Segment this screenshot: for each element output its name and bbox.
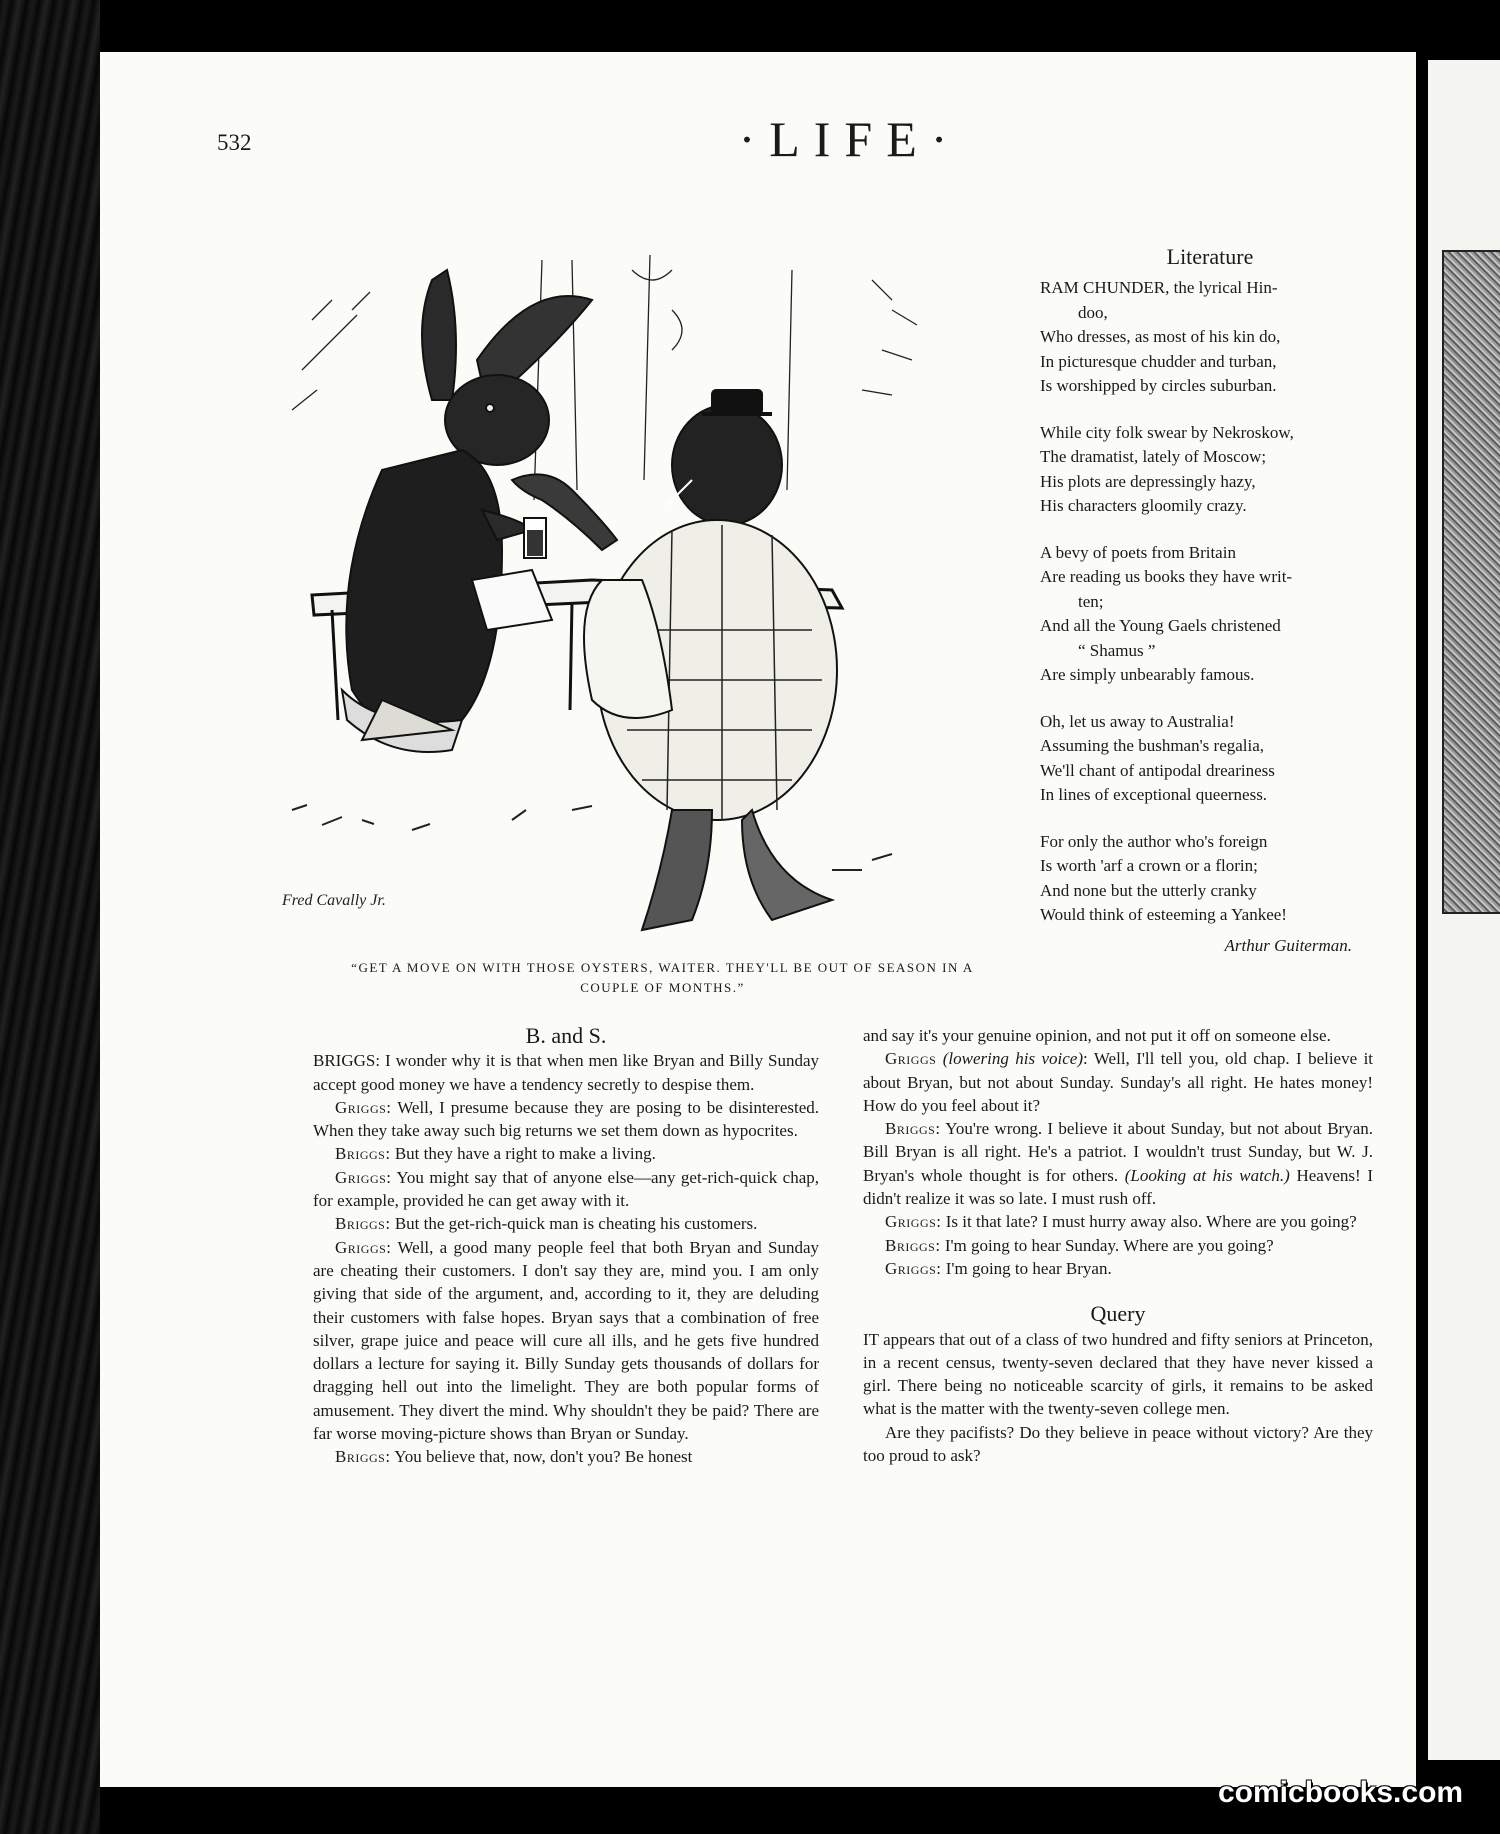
dialogue-text: Is it that late? I must hurry away also. Where are you going?	[945, 1212, 1357, 1232]
poem-stanza	[1040, 541, 1380, 688]
speaker-label: Briggs:	[335, 1144, 391, 1164]
speaker-label: Griggs:	[335, 1237, 392, 1257]
illustration-caption: “GET A MOVE ON WITH THOSE OYSTERS, WAITER. THEY'LL BE OUT OF SEASON IN A COUPLE OF MONTHS.”	[351, 960, 974, 995]
dialogue-text: But they have a right to make a living.	[394, 1144, 656, 1164]
dialogue-paragraph	[313, 1445, 819, 1468]
dialogue-paragraph	[313, 1142, 819, 1165]
dialogue-paragraph	[313, 1236, 819, 1446]
dialogue-paragraph	[863, 1210, 1373, 1233]
adjacent-page-fragment	[1428, 60, 1500, 1760]
dialogue-text: You're wrong. I believe it about Sunday, but not about Bryan. Bill Bryan is all right. He's a patriot. I wouldn't trust Sunday, but W. J. Bryan's whole thought is for others.	[863, 1119, 1373, 1185]
speaker-label: Griggs:	[335, 1167, 392, 1187]
dialogue-text: But the get-rich-quick man is cheating his customers.	[394, 1214, 758, 1234]
poem-line: Is worshipped by circles suburban.	[1040, 376, 1277, 395]
dialogue-paragraph	[863, 1047, 1373, 1117]
dialogue-paragraph	[863, 1257, 1373, 1280]
poem-line	[1040, 276, 1380, 301]
poem-stanza	[1040, 276, 1380, 399]
query-title: Query	[1090, 1301, 1146, 1327]
poem-line-text: RAM CHUNDER, the lyrical Hin-	[1040, 278, 1278, 297]
poem-line: In lines of exceptional queerness.	[1040, 785, 1268, 804]
poem-line: Would think of esteeming a Yankee!	[1040, 905, 1287, 924]
speaker-label: Briggs:	[335, 1214, 391, 1234]
poem-attribution: Arthur Guiterman.	[1224, 935, 1352, 955]
poem-literature	[1040, 244, 1380, 956]
adjacent-illustration	[1442, 250, 1500, 914]
speaker-label: Griggs:	[885, 1212, 942, 1232]
poem-line: And all the Young Gaels christened	[1040, 616, 1281, 635]
speaker-label: Griggs	[885, 1049, 937, 1069]
dialogue-text: You might say that of anyone else—any get-rich-quick chap, for example, provided he can get away with it.	[313, 1167, 819, 1211]
poem-line: Assuming the bushman's regalia,	[1040, 736, 1265, 755]
dialogue-paragraph: and say it's your genuine opinion, and not put it off on someone else.	[863, 1026, 1331, 1045]
poem-line: In picturesque chudder and turban,	[1040, 351, 1277, 371]
dialogue-paragraph	[863, 1234, 1373, 1257]
article-b-and-s	[313, 1024, 819, 1469]
poem-line: “ Shamus ”	[1078, 640, 1156, 660]
speaker-label: Briggs:	[885, 1119, 941, 1139]
stage-direction: (Looking at his watch.)	[1124, 1165, 1290, 1185]
poem-line: For only the author who's foreign	[1040, 831, 1268, 851]
dialogue-text: I'm going to hear Sunday. Where are you going?	[944, 1235, 1274, 1255]
dialogue-paragraph	[313, 1166, 819, 1213]
dialogue-paragraph	[863, 1117, 1373, 1210]
masthead-title: ·LIFE·	[738, 111, 962, 167]
dialogue-paragraph	[313, 1212, 819, 1235]
article-continuation-column	[863, 1024, 1373, 1467]
dialogue-text: I'm going to hear Bryan.	[945, 1258, 1112, 1278]
poem-stanza	[1040, 710, 1380, 808]
poem-title: Literature	[1166, 244, 1254, 269]
poem-line: His plots are depressingly hazy,	[1040, 471, 1256, 491]
artist-signature: Fred Cavally Jr.	[282, 892, 386, 909]
hare-tortoise-illustration	[272, 250, 994, 940]
dialogue-text: : Well, I'll tell you, old chap. I believe it about Bryan, but not about Sunday. Sunday's all right. He hates money! How do you feel about it?	[863, 1049, 1374, 1115]
poem-line: ten;	[1078, 591, 1104, 611]
dialogue-text: You believe that, now, don't you? Be honest	[394, 1447, 693, 1467]
poem-line: A bevy of poets from Britain	[1040, 542, 1236, 562]
query-paragraph: Are they pacifists? Do they believe in peace without victory? Are they too proud to ask?	[863, 1422, 1373, 1466]
speaker-label: Briggs:	[885, 1235, 941, 1255]
page-number: 532	[217, 130, 252, 155]
poem-line: doo,	[1078, 302, 1108, 322]
speaker-label: Griggs:	[885, 1258, 942, 1278]
article-title: B. and S.	[525, 1023, 607, 1048]
dialogue-paragraph: BRIGGS: I wonder why it is that when men like Bryan and Billy Sunday accept good money we have a tendency secretly to despise them.	[313, 1051, 819, 1094]
speaker-label: Briggs:	[335, 1447, 391, 1467]
poem-line: Oh, let us away to Australia!	[1040, 711, 1235, 731]
poem-line: Who dresses, as most of his kin do,	[1040, 327, 1281, 346]
speaker-label: Griggs:	[335, 1097, 392, 1117]
poem-stanza	[1040, 421, 1380, 519]
poem-line: The dramatist, lately of Moscow;	[1040, 447, 1267, 466]
dialogue-text: Well, a good many people feel that both Bryan and Sunday are cheating their customers. I don't say they are, mind you. I am only giving that side of the argument, and, according to it, they are deluding their customers with false hopes. Bryan says that a combination of free silver, grape juice and peace will cure all ills, and he gets five hundred dollars a lecture for saying it. Billy Sunday gets thousands of dollars for dragging hell out into the limelight. They are both popular forms of amusement. They divert the mind. Why shouldn't they be paid? There are far worse moving-picture shows than Bryan or Sunday.	[313, 1237, 819, 1444]
poem-stanza	[1040, 830, 1380, 928]
poem-line: And none but the utterly cranky	[1040, 880, 1257, 900]
dialogue-text: Well, I presume because they are posing to be disinterested. When they take away such big returns we set them down as hypocrites.	[313, 1097, 819, 1141]
poem-line: Are reading us books they have writ-	[1040, 567, 1293, 586]
scan-edge-left	[0, 0, 100, 1834]
watermark-logo: comicbooks.com	[1218, 1776, 1464, 1809]
poem-line: Are simply unbearably famous.	[1040, 665, 1255, 684]
poem-line: We'll chant of antipodal dreariness	[1040, 760, 1275, 780]
poem-line: Is worth 'arf a crown or a florin;	[1040, 856, 1258, 875]
query-paragraph: IT appears that out of a class of two hundred and fifty seniors at Princeton, in a recent census, twenty-seven declared that they have never kissed a girl. There being no noticeable scarcity of girls, it remains to be asked what is the matter with the twenty-seven college men.	[863, 1329, 1373, 1419]
dialogue-paragraph	[313, 1096, 819, 1143]
poem-line: While city folk swear by Nekroskow,	[1040, 422, 1294, 442]
dialogue-text: Heavens! I didn't realize it was so late. I must rush off.	[863, 1165, 1374, 1209]
poem-line: His characters gloomily crazy.	[1040, 496, 1247, 515]
stage-direction: (lowering his voice)	[942, 1049, 1084, 1069]
